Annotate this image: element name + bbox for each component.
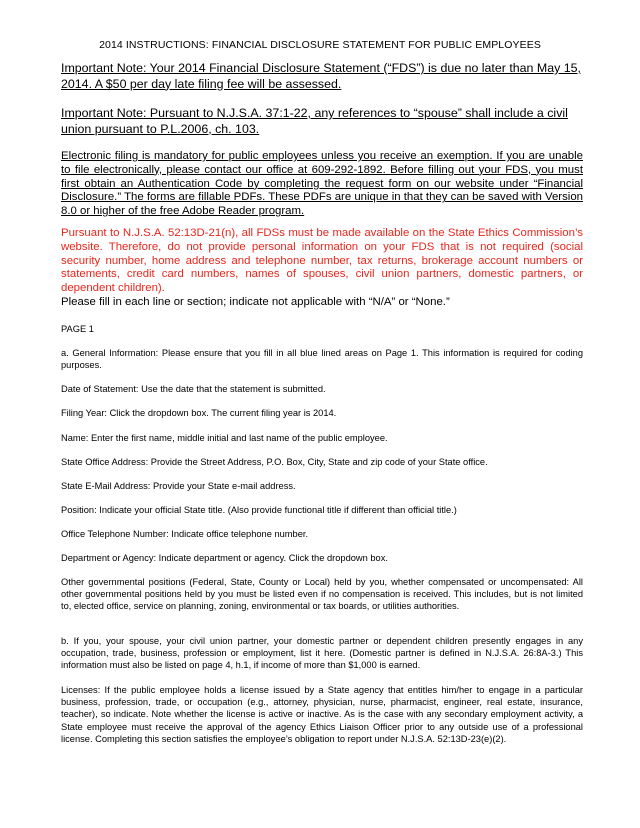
page-1-heading: PAGE 1 xyxy=(61,324,94,334)
general-information-instruction: a. General Information: Please ensure that you fill in all blue lined areas on Page 1. This information is required for coding purposes. xyxy=(61,348,583,371)
state-office-address-instruction: State Office Address: Provide the Street Address, P.O. Box, City, State and zip code of your State office. xyxy=(61,457,488,467)
filing-year-instruction: Filing Year: Click the dropdown box. The current filing year is 2014. xyxy=(61,408,337,418)
due-date-note: Important Note: Your 2014 Financial Disclosure Statement (“FDS”) is due no later than May 15, 2014. A $50 per day late filing fee will be assessed. xyxy=(61,61,581,91)
document-title: 2014 INSTRUCTIONS: FINANCIAL DISCLOSURE STATEMENT FOR PUBLIC EMPLOYEES xyxy=(99,39,541,51)
position-instruction: Position: Indicate your official State title. (Also provide functional title if different than official title.) xyxy=(61,505,457,515)
date-of-statement-instruction: Date of Statement: Use the date that the statement is submitted. xyxy=(61,384,326,394)
public-availability-warning: Pursuant to N.J.S.A. 52:13D-21(n), all FDSs must be made available on the State Ethics Commission’s website. Therefore, do not provide personal information on your FDS that is not required (social security number, home address and telephone number, tax returns, brokerage account numbers or statements, credit card numbers, names of spouses, civil union partners, domestic partners, or dependent children). xyxy=(61,227,583,295)
office-telephone-instruction: Office Telephone Number: Indicate office telephone number. xyxy=(61,529,309,539)
licenses-instruction: Licenses: If the public employee holds a license issued by a State agency that entitles him/her to engage in a particular business, profession, trade, or occupation (e.g., attorney, physician, nurse, pharmacist, engineer, real estate, insurance, teacher), so indicate. Note whether the license is active or inactive. As is the case with any secondary employment activity, a State employee must receive the approval of the agency Ethics Liaison Officer prior to any outside use of a professional license. Completing this section satisfies the employee’s obligation to report under N.J.S.A. 52:13D-23(e)(2). xyxy=(61,685,583,744)
electronic-filing-note: Electronic filing is mandatory for public employees unless you receive an exemption. If you are unable to file electronically, please contact our office at 609-292-1892. Before filling out your FDS, you must first obtain an Authentication Code by completing the request form on our website under “Financial Disclosure.” The forms are fillable PDFs. These PDFs are unique in that they can be saved with Version 8.0 or higher of the free Adobe Reader program. xyxy=(61,150,583,218)
name-instruction: Name: Enter the first name, middle initial and last name of the public employee. xyxy=(61,433,388,443)
other-governmental-positions-instruction: Other governmental positions (Federal, State, County or Local) held by you, whether compensated or uncompensated: All other governmental positions held by you must be listed even if no compensation is received. This includes, but is not limited to, elected office, service on planning, zoning, environmental or tax boards, or utilities authorities. xyxy=(61,577,583,612)
state-email-instruction: State E-Mail Address: Provide your State e-mail address. xyxy=(61,481,296,491)
spouse-definition-note: Important Note: Pursuant to N.J.S.A. 37:1-22, any references to “spouse” shall include a civil union pursuant to P.L.2006, ch. 103. xyxy=(61,106,568,136)
fill-in-instruction: Please fill in each line or section; indicate not applicable with “N/A” or “None.” xyxy=(61,296,450,308)
department-agency-instruction: Department or Agency: Indicate department or agency. Click the dropdown box. xyxy=(61,553,388,563)
occupation-section-b-instruction: b. If you, your spouse, your civil union partner, your domestic partner or dependent children presently engages in any occupation, trade, business, profession or employment, list it here. (Domestic partner is defined in N.J.S.A. 26:8A-3.) This information must also be listed on page 4, h.1, if income of more than $1,000 is earned. xyxy=(61,636,583,671)
